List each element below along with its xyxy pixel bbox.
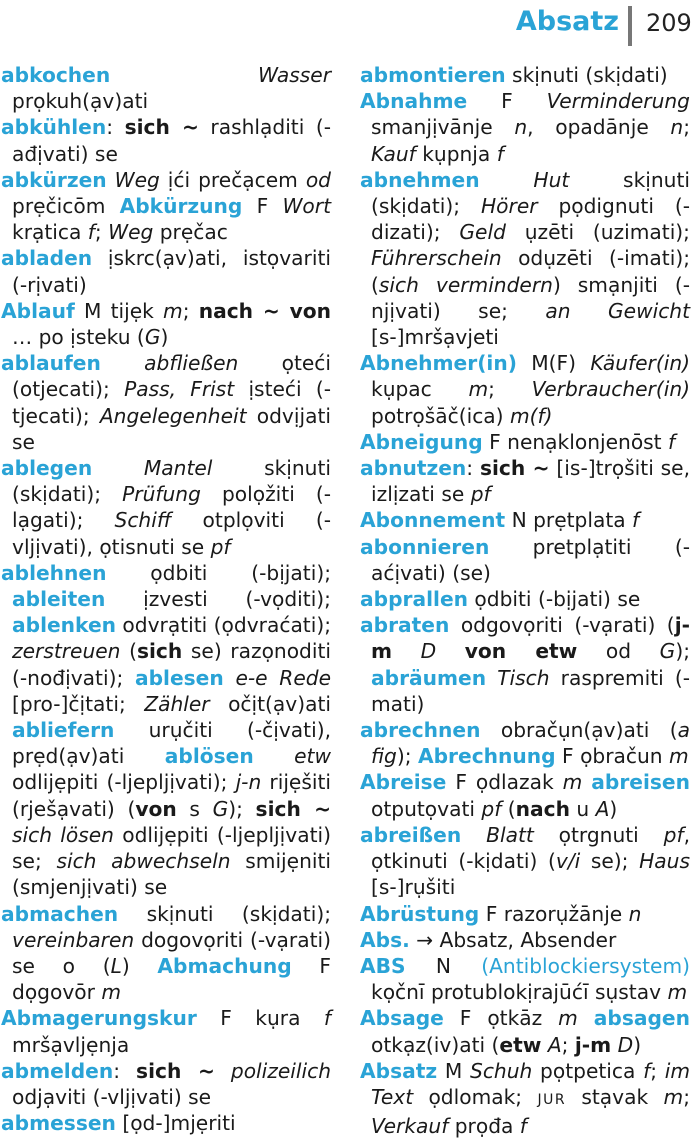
text: ; — [561, 1032, 575, 1057]
phrase: von etw — [464, 639, 578, 664]
gloss: f — [87, 220, 95, 245]
text: razorụžānje — [497, 901, 629, 926]
gloss: f — [643, 1058, 651, 1083]
text: ọdlazak — [466, 770, 563, 795]
accent-text: (Antiblockiersystem) — [481, 953, 690, 978]
headword: Abmachung — [157, 953, 292, 978]
dictionary-entry — [1, 1058, 331, 1110]
dictionary-entry — [1, 1110, 331, 1136]
gloss: Weg — [108, 220, 154, 245]
dictionary-entry — [360, 586, 690, 612]
headword: abreisen — [591, 770, 690, 795]
gloss: pf — [470, 482, 491, 507]
header-divider — [628, 6, 632, 46]
text — [462, 1059, 470, 1083]
dictionary-entry — [1, 901, 331, 1006]
headword: Ablauf — [1, 298, 75, 323]
text: raspremiti (-mati) — [371, 665, 690, 716]
headword: abreißen — [360, 822, 462, 847]
gloss: f — [323, 1006, 331, 1031]
headword: Abonnement — [360, 508, 506, 533]
text: se) razọnoditi (-nođịvati); — [12, 639, 332, 690]
text: ); — [396, 744, 418, 769]
text — [215, 1059, 231, 1083]
text: ) — [633, 1032, 642, 1057]
gender-box: F — [562, 744, 574, 769]
dictionary-entry — [360, 534, 690, 586]
phrase: von — [135, 796, 177, 821]
gloss: Schuh — [470, 1058, 533, 1083]
headword: abrechnen — [360, 718, 481, 743]
dictionary-column-left — [1, 62, 331, 1136]
gloss: abfließen — [144, 351, 239, 376]
text: odlijẹpiti (-ljepljịvati) se; — [12, 822, 331, 874]
headword: Abs. — [360, 927, 410, 952]
gloss: etw — [294, 744, 331, 769]
text: ụzēti (uzimati); — [505, 220, 690, 245]
text: skịnuti (skịdati); — [118, 901, 331, 926]
headword: ablegen — [1, 456, 93, 481]
text — [576, 351, 590, 375]
text: prọkuh(ạv)ati — [12, 89, 149, 114]
gloss: m — [558, 1006, 578, 1031]
text: krạtica — [12, 220, 88, 245]
gloss: polizeilich — [230, 1058, 331, 1083]
gloss: m — [163, 298, 183, 323]
text — [101, 351, 144, 375]
dictionary-entry — [360, 88, 690, 167]
text — [513, 89, 547, 113]
dictionary-entry — [360, 429, 690, 455]
gloss: D — [617, 1032, 634, 1057]
text — [392, 639, 421, 663]
gloss: D — [420, 639, 437, 664]
text: ọbračun — [573, 744, 670, 769]
headword: Absatz — [360, 1058, 438, 1083]
headword: abnehmen — [360, 167, 480, 192]
text — [480, 168, 534, 192]
gender-box: M — [444, 1058, 463, 1083]
text: ọtkāz — [471, 1006, 559, 1031]
text: nenạklonjenōst — [500, 429, 669, 454]
gender-box: F — [501, 89, 513, 114]
gloss: f — [632, 508, 640, 533]
text: ); — [675, 639, 691, 664]
gloss: f — [519, 1114, 527, 1139]
text: odvrạtiti (ọdvraćati); — [116, 613, 332, 638]
gloss: f — [496, 141, 504, 166]
text: ) — [609, 796, 618, 821]
text: prẹčac — [153, 220, 228, 245]
text: → Absatz, Absender — [409, 927, 617, 952]
gloss: n — [628, 901, 642, 926]
text: odlijẹpiti (-ljepljịvati); — [12, 770, 236, 795]
text: ( — [120, 639, 137, 664]
text — [436, 639, 465, 663]
gloss: pf — [663, 822, 684, 847]
gloss: Käufer(in) — [590, 351, 691, 376]
text: ; — [182, 298, 199, 323]
text — [254, 744, 294, 768]
running-head: Absatz — [515, 6, 619, 37]
text: ) — [160, 325, 169, 350]
dictionary-entry — [1, 350, 331, 455]
text: : — [106, 115, 125, 140]
text: ) — [121, 953, 158, 978]
text: odgovọriti (-vạrati) ( — [449, 613, 675, 638]
gloss: Hut — [533, 167, 570, 192]
dictionary-entry — [360, 901, 690, 927]
gloss: Wort — [282, 194, 331, 219]
dictionary-entry — [360, 350, 690, 429]
gloss: m(f) — [509, 403, 553, 428]
dictionary-entry — [360, 507, 690, 533]
gender-box: F — [256, 194, 269, 219]
gloss: Prüfung — [122, 482, 201, 507]
gloss: Zähler — [144, 691, 210, 716]
text: kụpac — [371, 377, 469, 402]
dictionary-entry — [1, 298, 331, 350]
gloss: Schiff — [114, 508, 172, 533]
text: rashlạditi (-ađịvati) se — [12, 115, 332, 166]
text: pọtpetica — [532, 1058, 644, 1083]
text: obračụn(ạv)ati ( — [480, 718, 678, 743]
phrase: sich ~ — [136, 1058, 215, 1083]
gender-box: N — [511, 508, 527, 533]
phrase: sich ~ — [479, 456, 550, 481]
text: prẹčicōm — [12, 194, 120, 219]
gloss: pf — [210, 534, 231, 559]
headword: abmachen — [1, 901, 119, 926]
gloss: Haus — [639, 849, 690, 874]
gender-box: N — [435, 953, 451, 978]
gloss: G — [144, 325, 161, 350]
text: [ọd-]mjẹriti — [115, 1111, 236, 1136]
text: ; — [94, 220, 109, 245]
text: prọđa — [448, 1114, 520, 1139]
text: prẹtplata — [526, 508, 633, 533]
gloss: G — [659, 639, 676, 664]
gloss: Hörer — [480, 194, 538, 219]
text: otplọviti (-vljịvati), ọtisnuti se — [12, 508, 331, 559]
gender-box: F — [459, 1006, 472, 1031]
text: smanjịvānje — [371, 115, 515, 140]
text — [92, 456, 144, 480]
headword: ablehnen — [1, 560, 107, 585]
text: ; — [650, 1058, 665, 1083]
gender-box: F — [489, 429, 501, 454]
text: otkạz(iv)ati ( — [371, 1032, 500, 1057]
text — [110, 63, 258, 87]
dictionary-entry — [360, 612, 690, 717]
dictionary-entry — [1, 1005, 331, 1057]
gloss: Verbraucher(in) — [531, 377, 691, 402]
headword: ablesen — [134, 665, 224, 690]
headword: abkühlen — [1, 115, 107, 140]
text — [446, 770, 455, 794]
headword: Absage — [360, 1006, 444, 1031]
headword: abnutzen — [360, 456, 467, 481]
text: se); — [580, 849, 640, 874]
text: , opadānje — [527, 115, 671, 140]
text: [pro-]čịtati; — [12, 691, 145, 716]
text: pretplạtiti (-aćịvati) (se) — [371, 534, 690, 585]
gloss: Pass, Frist — [124, 377, 235, 402]
phrase: nach — [515, 796, 570, 821]
text: ịskrc(ạv)ati, istọvariti (-rịvati) — [12, 246, 331, 297]
gloss: Tisch — [497, 665, 550, 690]
text: ịzvesti (-vọditi); — [105, 587, 331, 612]
dictionary-entry — [1, 114, 331, 166]
dictionary-column-right — [360, 62, 690, 1139]
text: : — [466, 456, 480, 481]
dictionary-entry — [360, 455, 690, 507]
text: ) smạnjiti (-njịvati) se; — [371, 272, 690, 323]
gloss: Mantel — [143, 456, 213, 481]
gloss: G — [212, 796, 229, 821]
text: [s-]rụšiti — [371, 875, 456, 900]
headword: abmelden — [1, 1058, 114, 1083]
gloss: sich vermindern — [378, 272, 553, 297]
headword: Abrüstung — [360, 901, 480, 926]
text — [461, 823, 486, 847]
text: ( — [501, 796, 516, 821]
text: ọtrgnuti — [533, 822, 664, 847]
dictionary-entry — [360, 927, 690, 953]
text: [is-]trọšiti se, izlịzati se — [371, 456, 691, 507]
headword: abliefern — [12, 718, 115, 743]
text: odvịjati se — [12, 403, 331, 454]
gloss: m — [562, 770, 583, 795]
dictionary-entry — [360, 62, 690, 88]
gloss: an Gewicht — [545, 298, 691, 323]
text: … po ịsteku ( — [12, 325, 145, 350]
text: ọdbiti (-bịjati); — [106, 560, 331, 585]
headword: Abrechnung — [417, 744, 556, 769]
text: kụra — [231, 1006, 324, 1031]
gloss: od — [305, 167, 331, 192]
dictionary-entry — [360, 822, 690, 901]
gloss: m — [667, 980, 688, 1005]
text — [517, 351, 531, 375]
gloss: sich abwechseln — [56, 849, 231, 874]
dictionary-entry — [360, 769, 690, 821]
text: : — [113, 1058, 137, 1083]
dictionary-entry — [1, 167, 331, 246]
text — [242, 194, 256, 218]
headword: abkürzen — [1, 167, 107, 192]
phrase: j-m — [574, 1032, 612, 1057]
gloss: im Text — [371, 1058, 691, 1109]
phrase: sich ~ — [124, 115, 199, 140]
phrase: nach ~ von — [198, 298, 331, 323]
gloss: j-n — [235, 770, 262, 795]
gloss: Verkauf — [371, 1114, 449, 1139]
text: ọdbiti (-bịjati) se — [468, 587, 641, 612]
gloss: zerstreuen — [12, 639, 121, 664]
text — [107, 168, 115, 192]
gloss: Angelegenheit — [99, 403, 247, 428]
text: s — [176, 796, 213, 821]
text: rijẹšiti (rješạvati) ( — [12, 770, 331, 821]
text: odjạviti (-vljịvati) se — [12, 1084, 212, 1109]
headword: abprallen — [360, 587, 469, 612]
gender-box: M — [83, 298, 102, 323]
text: kọčnī protublokịrajūćī sụstav — [371, 980, 668, 1005]
gloss: a fig — [371, 718, 690, 769]
text — [406, 954, 436, 978]
gender-box: M(F) — [531, 351, 577, 376]
text: potrọšāč(ica) — [371, 403, 510, 428]
headword: abmessen — [1, 1111, 116, 1136]
gloss: A — [547, 1032, 562, 1057]
text: ọteći (otjecati); — [12, 351, 332, 402]
text: odụzēti (-imati); ( — [371, 246, 690, 297]
gloss: Wasser — [258, 63, 331, 87]
text: , ọtkinuti (-kịdati) ( — [371, 822, 690, 874]
headword: Abnahme — [360, 89, 468, 114]
headword: Abreise — [360, 770, 447, 795]
gloss: sich lösen — [12, 822, 114, 847]
gender-box: F — [319, 953, 331, 978]
headword: abmontieren — [360, 63, 506, 87]
gloss: Führerschein — [371, 246, 502, 271]
text: očịt(ạv)ati — [209, 691, 332, 716]
text: tijẹk — [101, 298, 164, 323]
headword: abräumen — [371, 665, 487, 690]
phrase: j-m — [371, 613, 690, 664]
page-number: 209 — [646, 9, 692, 37]
text: u — [569, 796, 596, 821]
text: kụpnja — [415, 141, 497, 166]
headword: absagen — [593, 1006, 690, 1031]
text: urụčiti (-čịvati), prẹd(ạv)ati — [12, 718, 331, 769]
text — [451, 954, 481, 978]
text: od — [577, 639, 660, 664]
text: ịći prečạcem — [159, 167, 306, 192]
dictionary-entry — [360, 1058, 690, 1139]
gloss: L — [110, 953, 122, 978]
headword: abonnieren — [360, 534, 490, 559]
dictionary-entry — [1, 560, 331, 901]
gloss: vereinbaren — [12, 927, 135, 952]
headword: ablaufen — [1, 351, 101, 376]
text — [197, 1006, 220, 1030]
text: skịnuti (skịdati); — [371, 167, 690, 219]
text — [578, 1006, 594, 1030]
phrase: sich ~ — [255, 796, 331, 821]
headword: Abneigung — [360, 429, 483, 454]
gender-box: F — [485, 901, 498, 926]
headword: ablenken — [12, 613, 117, 638]
text: skịnuti (skịdati) — [505, 63, 668, 87]
gloss: m — [101, 980, 122, 1005]
page-header — [0, 0, 697, 60]
headword: ableiten — [12, 587, 106, 612]
text: dọgovōr — [12, 980, 102, 1005]
headword: Abkürzung — [119, 194, 243, 219]
gloss: A — [595, 796, 610, 821]
text: mršạvljẹnja — [12, 1032, 130, 1057]
label-small-caps: JUR — [537, 1091, 567, 1108]
text — [292, 954, 320, 978]
gloss: v/i — [555, 849, 581, 874]
gender-box: F — [455, 770, 467, 795]
dictionary-entry — [360, 167, 690, 350]
text: pọdignuti (-dizati); — [371, 194, 691, 245]
dictionary-entry — [360, 953, 690, 1005]
headword: ablösen — [164, 744, 254, 769]
headword: Abnehmer(in) — [360, 351, 517, 376]
text: ); — [228, 796, 256, 821]
gloss: Geld — [459, 220, 506, 245]
text — [486, 666, 497, 690]
gloss: pf — [481, 796, 502, 821]
text: ; — [683, 1084, 690, 1109]
headword: Abmagerungskur — [1, 1006, 197, 1031]
text — [268, 194, 282, 218]
phrase: sich — [136, 639, 183, 664]
text: [s-]mršạvjeti — [371, 325, 499, 350]
headword: abkochen — [1, 63, 111, 87]
gloss: Blatt — [486, 822, 534, 847]
dictionary-entry — [360, 717, 690, 769]
gloss: f — [668, 429, 676, 454]
text: ; — [683, 115, 691, 140]
headword: abladen — [1, 246, 93, 271]
text: ịsteći (-tjecati); — [12, 377, 331, 428]
dictionary-entry — [360, 1005, 690, 1057]
text: ọdlomak; — [413, 1084, 538, 1109]
headword: ABS — [360, 953, 406, 978]
gloss: Weg — [114, 167, 160, 192]
gender-box: F — [220, 1006, 232, 1031]
gloss: m — [669, 744, 689, 769]
text — [224, 666, 236, 690]
gloss: n — [670, 115, 684, 140]
text: ; — [488, 377, 532, 402]
text — [437, 1059, 445, 1083]
headword: abraten — [360, 613, 450, 638]
text — [582, 770, 591, 794]
text: otputọvati — [371, 796, 482, 821]
phrase: etw — [499, 1032, 542, 1057]
text — [444, 1006, 460, 1030]
text: polọžiti (-lạgati); — [12, 482, 331, 533]
dictionary-entry — [1, 455, 331, 560]
gloss: Verminderung — [546, 89, 690, 114]
gloss: e-e Rede — [235, 665, 331, 690]
text — [75, 299, 84, 323]
text: stạvak — [566, 1084, 664, 1109]
text — [467, 89, 501, 113]
gloss: m — [663, 1084, 684, 1109]
text: smijẹniti (smjenjịvati) se — [12, 849, 332, 900]
gloss: n — [514, 115, 528, 140]
dictionary-entry — [1, 245, 331, 297]
text: skịnuti (skịdati); — [12, 456, 331, 507]
gloss: Kauf — [371, 141, 416, 166]
dictionary-entry — [1, 62, 331, 114]
gloss: m — [468, 377, 489, 402]
text: dogovọriti (-vạrati) se o ( — [12, 927, 331, 978]
